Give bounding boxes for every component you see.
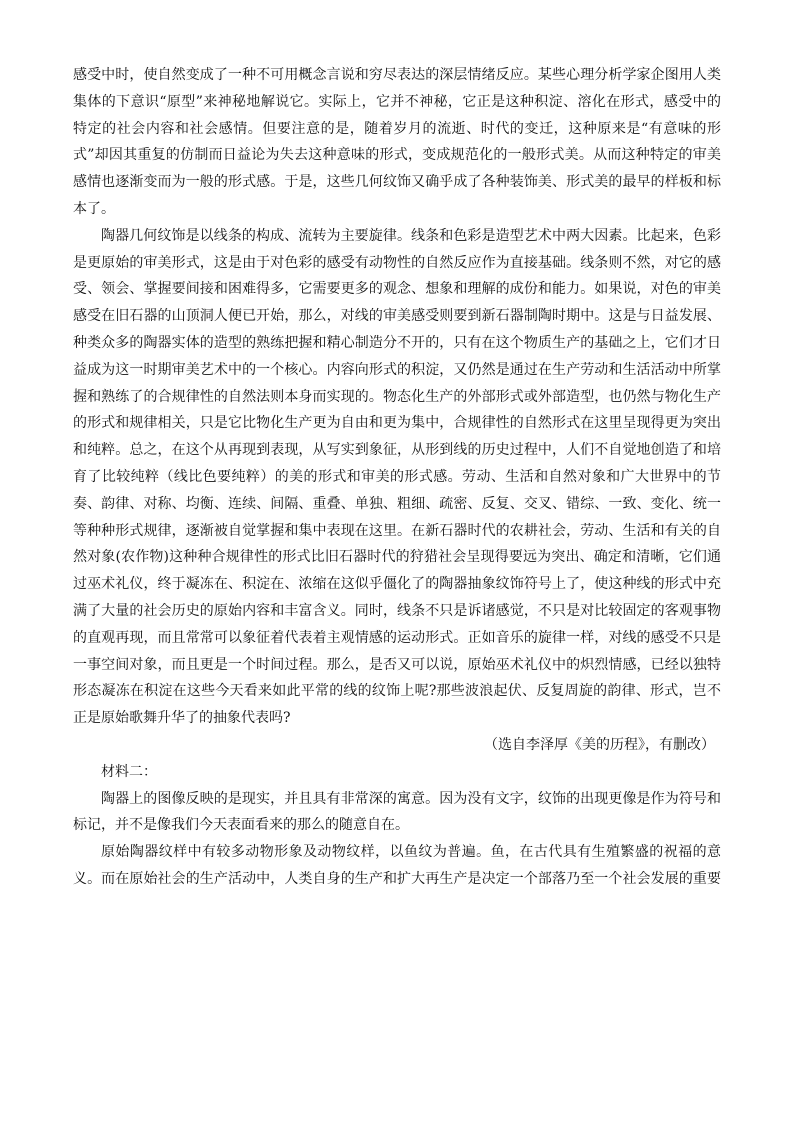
text-line: 感情也逐渐变而为一般的形式感。于是，这些几何纹饰又确乎成了各种装饰美、形式美的最早的样板和标 (73, 174, 721, 191)
text-line: 奏、韵律、对称、均衡、连续、间隔、重叠、单独、粗细、疏密、反复、交叉、错综、一致、变化、统一 (73, 495, 721, 512)
document-page (73, 62, 721, 893)
text-line: 和纯粹。总之，在这个从再现到表现，从写实到象征，从形到线的历史过程中，人们不自觉地创造了和培 (73, 442, 721, 459)
text-line: 育了比较纯粹（线比色要纯粹）的美的形式和审美的形式感。劳动、生活和自然对象和广大世界中的节 (73, 468, 721, 485)
text-line: 一事空间对象，而且更是一个时间过程。那么，是否又可以说，原始巫术礼仪中的炽烈情感，已经以独特 (73, 656, 721, 673)
text-line: 的形式和规律相关，只是它比物化生产更为自由和更为集中，合规律性的自然形式在这里呈现得更为突出 (73, 415, 721, 432)
text-line: 形态凝冻在积淀在这些今天看来如此平常的线的纹饰上呢?那些波浪起伏、反复周旋的韵律、形式，岂不 (73, 683, 721, 700)
text-line: 式”却因其重复的仿制而日益论为失去这种意味的形式，变成规范化的一般形式美。从而这种特定的审美 (73, 147, 721, 164)
text-line: 陶器几何纹饰是以线条的构成、流转为主要旋律。线条和色彩是造型艺术中两大因素。比起来，色彩 (101, 227, 721, 244)
text-line: 标记，并不是像我们今天表面看来的那么的随意自在。 (73, 817, 409, 834)
text-line: 感受中时，使自然变成了一种不可用概念言说和穷尽表达的深层情绪反应。某些心理分析学家企图用人类 (73, 67, 721, 83)
text-line: 集体的下意识“原型”来神秘地解说它。实际上，它并不神秘，它正是这种积淀、溶化在形式，感受中的 (73, 93, 721, 110)
text-line: 握和熟练了的合规律性的自然法则本身而实现的。物态化生产的外部形式或外部造型，也仍然与物化生产 (73, 388, 721, 405)
text-line: 是更原始的审美形式，这是由于对色彩的感受有动物性的自然反应作为直接基础。线条则不然，对它的感 (73, 254, 721, 271)
text-line: 陶器上的图像反映的是现实，并且具有非常深的寓意。因为没有文字，纹饰的出现更像是作为符号和 (101, 790, 721, 807)
section-heading: 材料二： (101, 763, 157, 780)
text-line: 受、领会、掌握要间接和困难得多，它需要更多的观念、想象和理解的成份和能力。如果说，对色的审美 (73, 281, 721, 298)
text-line: 益成为这一时期审美艺术中的一个核心。内容向形式的积淀，又仍然是通过在生产劳动和生活活动中所掌 (73, 361, 721, 378)
text-line: 的直观再现，而且常常可以象征着代表着主观情感的运动形式。正如音乐的旋律一样，对线的感受不只是 (73, 629, 721, 646)
text-line: 然对象(农作物)这种种合规律性的形式比旧石器时代的狩猎社会呈现得要远为突出、确定和清晰，它们通 (73, 549, 721, 566)
source-citation: （选自李泽厚《美的历程》，有删改） (484, 736, 715, 753)
text-line: 正是原始歌舞升华了的抽象代表吗? (73, 710, 291, 727)
text-line: 义。而在原始社会的生产活动中，人类自身的生产和扩大再生产是决定一个部落乃至一个社会发展的重要 (73, 870, 721, 887)
text-line: 种类众多的陶器实体的造型的熟练把握和精心制造分不开的，只有在这个物质生产的基础之上，它们才日 (73, 334, 721, 351)
text-line: 等种种形式规律，逐渐被自觉掌握和集中表现在这里。在新石器时代的农耕社会，劳动、生活和有关的自 (73, 522, 721, 539)
text-line: 原始陶器纹样中有较多动物形象及动物纹样，以鱼纹为普遍。鱼，在古代具有生殖繁盛的祝福的意 (101, 844, 721, 861)
text-line: 特定的社会内容和社会感情。但要注意的是，随着岁月的流逝、时代的变迁，这种原来是“有意味的形 (73, 120, 721, 137)
text-line: 满了大量的社会历史的原始内容和丰富含义。同时，线条不只是诉诸感觉，不只是对比较固定的客观事物 (73, 602, 721, 619)
text-line: 本了。 (73, 200, 115, 217)
text-line: 过巫术礼仪，终于凝冻在、积淀在、浓缩在这似乎僵化了的陶器抽象纹饰符号上了，使这种线的形式中充 (73, 576, 721, 593)
text-line: 感受在旧石器的山顶洞人便已开始，那么，对线的审美感受则要到新石器制陶时期中。这是与日益发展、 (73, 308, 721, 325)
